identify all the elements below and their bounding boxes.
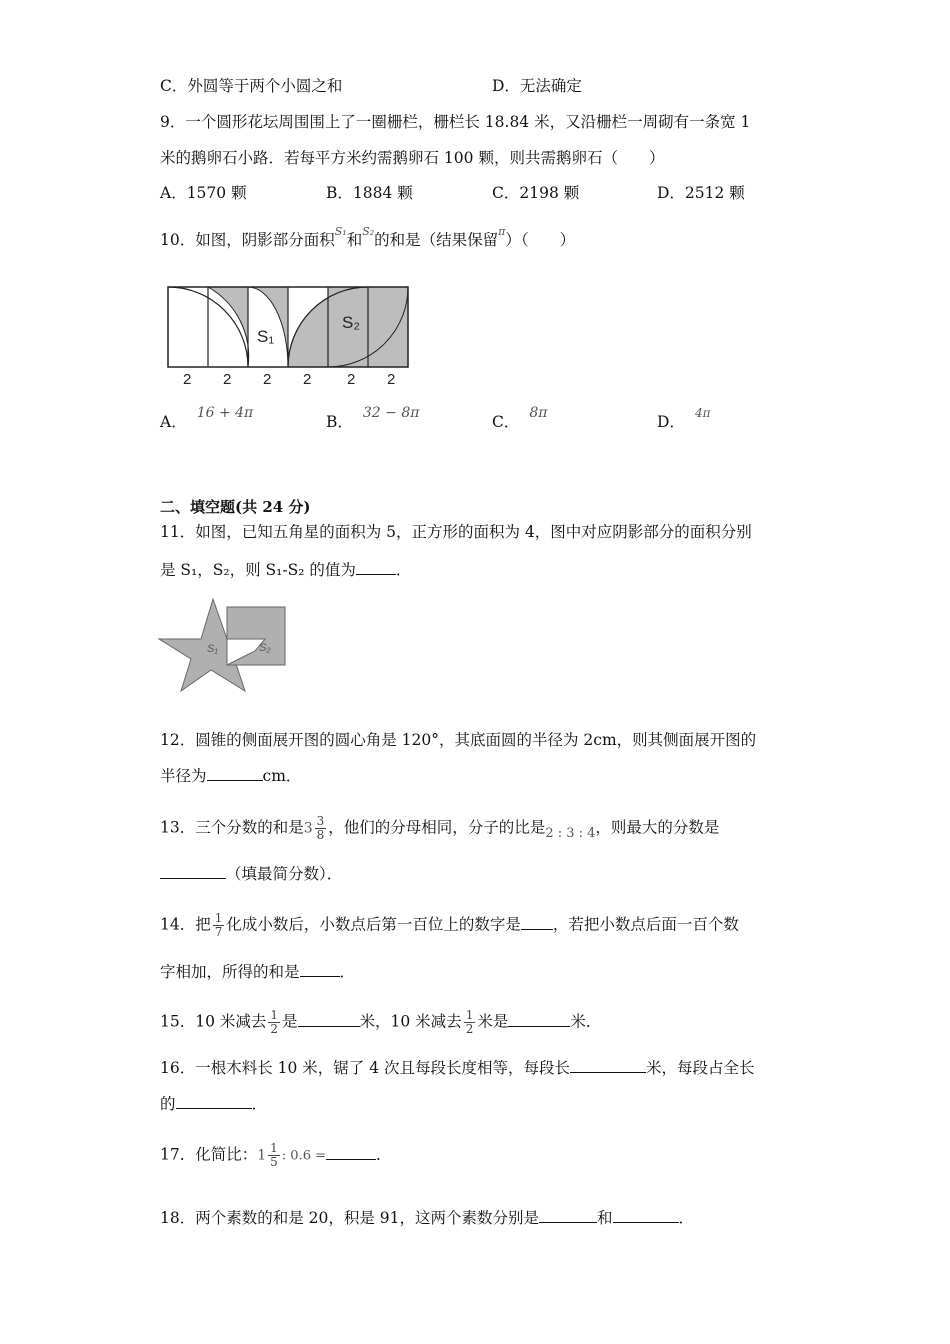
q10-option-d-letter: D． — [657, 413, 685, 431]
q14-line-2 — [160, 962, 355, 982]
q17-line — [160, 1142, 392, 1169]
q10-s1-label: S₁ — [257, 327, 275, 346]
q15-answer-blank-2[interactable] — [508, 1012, 570, 1027]
q8-option-d: D．无法确定 — [492, 77, 582, 95]
q14-line-2-text: 字相加，所得的和是 — [160, 963, 300, 981]
q16-line-2-text: 的 — [160, 1095, 176, 1113]
q9-option-b: B．1884 颗 — [326, 184, 413, 202]
q15-text-e: 米． — [570, 1012, 602, 1031]
q15-text-c: 米，10 米减去 — [359, 1012, 462, 1031]
q11-answer-blank[interactable] — [356, 560, 396, 575]
q9-option-a: A．1570 颗 — [160, 184, 247, 202]
q15-frac-num: 1 — [270, 1008, 279, 1022]
q10-width-label: 2 — [347, 371, 356, 388]
q13-frac-den: 8 — [316, 828, 325, 842]
q12-answer-blank[interactable] — [207, 766, 263, 781]
q11-line-2 — [160, 560, 411, 580]
q10-option-b — [326, 405, 420, 433]
q10-figure — [160, 280, 420, 390]
q13-mixed-whole: 3 — [303, 820, 313, 837]
q12-line-2-text: 半径为 — [160, 767, 207, 785]
q10-s2-symbol: S₂ — [362, 225, 375, 238]
q16-line-2 — [160, 1094, 267, 1114]
q15-line — [160, 1009, 601, 1036]
q12-line-2-end: cm． — [262, 767, 302, 785]
q13-text-c: ，则最大的分数是 — [595, 818, 720, 837]
q11-figure — [155, 595, 295, 695]
q13-answer-blank[interactable] — [160, 864, 226, 879]
q10-and: 和 — [346, 231, 363, 249]
q16-text-b: 米，每段占全长 — [646, 1059, 755, 1077]
q13-ratio: 2 : 3 : 4 — [545, 825, 596, 841]
q18-text-a: 18．两个素数的和是 20，积是 91，这两个素数分别是 — [160, 1209, 540, 1227]
q10-option-d — [657, 406, 711, 433]
q10-option-b-expr: 32 − 8π — [362, 405, 420, 421]
q10-option-a-expr: 16 + 4π — [196, 405, 254, 421]
q17-fraction — [268, 1142, 280, 1169]
q15-fraction-2 — [464, 1009, 476, 1036]
q12-line-1: 12．圆锥的侧面展开图的圆心角是 120°，其底面圆的半径为 2cm，则其侧面展开图的 — [160, 731, 757, 749]
q14-text-a: 14．把 — [160, 915, 211, 934]
q13-line-2 — [160, 864, 342, 884]
q18-text-b: 和 — [597, 1209, 613, 1227]
q13-fraction — [315, 815, 327, 842]
q17-mixed-whole: 1 — [257, 1147, 267, 1164]
q9-line-1: 9．一个圆形花坛周围围上了一圈栅栏，栅栏长 18.84 米，又沿栅栏一周砌有一条宽 1 — [160, 113, 751, 131]
q11-s1-label: S₁ — [207, 643, 218, 655]
q14-fraction — [213, 912, 225, 939]
q14-frac-den: 7 — [214, 925, 223, 939]
q13-text-b: ，他们的分母相同，分子的比是 — [328, 818, 546, 837]
q12-line-2 — [160, 766, 301, 786]
q10-suffix: ）（ ） — [505, 231, 576, 249]
q14-line-1 — [160, 912, 739, 939]
q16-text-a: 16．一根木料长 10 米，锯了 4 次且每段长度相等，每段长 — [160, 1059, 571, 1077]
q15-text-b: 是 — [282, 1012, 298, 1031]
q10-option-c-expr: 8π — [529, 405, 548, 421]
q14-answer-blank-1[interactable] — [521, 915, 553, 930]
q15-frac-num: 1 — [465, 1008, 474, 1022]
q10-s1-symbol: S₁ — [334, 225, 347, 238]
q15-text-d: 米是 — [477, 1012, 509, 1031]
q10-option-a-letter: A． — [160, 413, 187, 431]
q10-width-label: 2 — [183, 371, 192, 388]
q14-answer-blank-2[interactable] — [300, 962, 340, 977]
q11-s2-label: S₂ — [259, 642, 271, 654]
q15-fraction-1 — [268, 1009, 280, 1036]
q18-answer-blank-2[interactable] — [613, 1208, 679, 1223]
q8-option-c: C．外圆等于两个小圆之和 — [160, 77, 343, 95]
section-title-fill-in: 二、填空题(共 24 分) — [160, 498, 311, 516]
q10-width-label: 2 — [303, 371, 312, 388]
q15-frac-den: 2 — [465, 1022, 474, 1036]
q10-option-a — [160, 405, 254, 433]
q10-option-d-expr: 4π — [694, 406, 711, 420]
q9-line-2: 米的鹅卵石小路．若每平方米约需鹅卵石 100 颗，则共需鹅卵石（ ） — [160, 149, 665, 167]
q10-stem — [160, 225, 576, 252]
q16-line-2-end: ． — [251, 1095, 268, 1113]
q15-answer-blank-1[interactable] — [298, 1012, 360, 1027]
q10-s2-label: S₂ — [342, 313, 360, 332]
q17-text-b: ． — [376, 1145, 392, 1164]
q11-line-2-text: 是 S₁，S₂，则 S₁-S₂ 的值为 — [160, 561, 356, 579]
q10-width-label: 2 — [387, 371, 396, 388]
q13-frac-num: 3 — [316, 814, 325, 828]
q16-answer-blank-2[interactable] — [176, 1094, 252, 1109]
q16-line-1 — [160, 1058, 755, 1078]
q14-line-2-end: ． — [339, 963, 356, 981]
q17-ratio-tail: : 0.6 = — [281, 1148, 327, 1164]
q10-option-c — [492, 405, 548, 433]
q10-width-label: 2 — [263, 371, 272, 388]
q14-text-c: ，若把小数点后面一百个数 — [552, 915, 739, 934]
q17-frac-num: 1 — [270, 1141, 278, 1155]
q11-line-2-end: ． — [395, 561, 412, 579]
q10-middle: 的和是（结果保留 — [374, 231, 499, 249]
q10-width-label: 2 — [223, 371, 232, 388]
q18-text-c: ． — [678, 1209, 695, 1227]
q17-text-a: 17．化简比： — [160, 1145, 258, 1164]
q11-line-1: 11．如图，已知五角星的面积为 5，正方形的面积为 4，图中对应阴影部分的面积分别 — [160, 523, 752, 541]
q17-answer-blank[interactable] — [326, 1145, 376, 1160]
q13-line-2-text: （填最简分数）． — [226, 865, 343, 883]
q10-option-c-letter: C． — [492, 413, 520, 431]
q17-frac-den: 5 — [270, 1155, 278, 1169]
q13-line-1 — [160, 815, 719, 842]
q10-prefix: 10．如图，阴影部分面积 — [160, 231, 335, 249]
q15-frac-den: 2 — [270, 1022, 279, 1036]
q10-shade-left-a — [208, 287, 249, 367]
q14-text-b: 化成小数后，小数点后第一百位上的数字是 — [226, 915, 521, 934]
q14-frac-num: 1 — [214, 911, 223, 925]
q10-pi-symbol: π — [498, 225, 506, 238]
q16-answer-blank-1[interactable] — [570, 1058, 646, 1073]
q9-option-d: D．2512 颗 — [657, 184, 745, 202]
q18-answer-blank-1[interactable] — [539, 1208, 597, 1223]
q13-text-a: 13．三个分数的和是 — [160, 818, 304, 837]
q15-text-a: 15．10 米减去 — [160, 1012, 267, 1031]
q10-option-b-letter: B． — [326, 413, 353, 431]
q9-option-c: C．2198 颗 — [492, 184, 580, 202]
q18-line — [160, 1208, 694, 1228]
